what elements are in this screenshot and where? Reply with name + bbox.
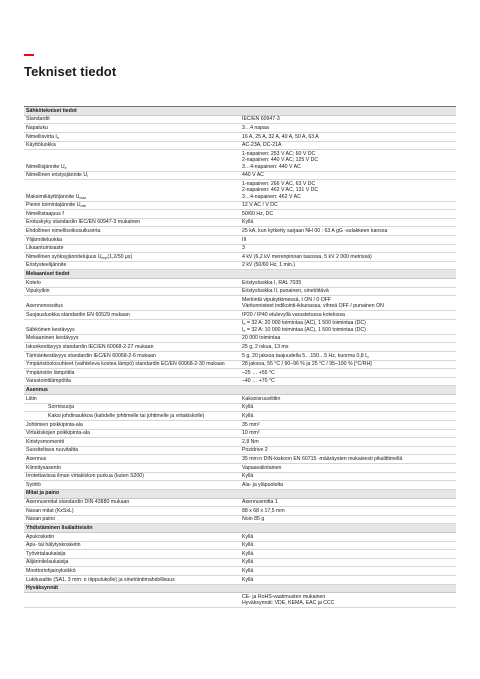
spec-value bbox=[240, 447, 456, 455]
spec-label-text: Kiristysmomentti bbox=[26, 438, 65, 445]
spec-value bbox=[240, 227, 456, 235]
spec-label bbox=[24, 533, 240, 541]
spec-row bbox=[24, 516, 456, 525]
spec-label bbox=[24, 576, 240, 584]
spec-label-subscript: imp bbox=[101, 255, 108, 260]
spec-row bbox=[24, 499, 456, 508]
spec-label-text: Ympäristöolosuhteet (vaihteleva kostea lämpö) standardin EC/EN 60068-2-30 mukaan bbox=[26, 361, 225, 368]
spec-value bbox=[240, 361, 456, 369]
spec-row bbox=[24, 447, 456, 456]
spec-row bbox=[24, 576, 456, 585]
section-header: Mekaaniset tiedot bbox=[24, 270, 456, 279]
spec-value-subscript: e bbox=[243, 328, 246, 333]
spec-label-text: Nimellinen syöksyjännitelujuus U bbox=[26, 253, 102, 260]
spec-value bbox=[240, 542, 456, 550]
spec-value-line: 1-napainen: 266 V AC, 63 V DC bbox=[242, 180, 316, 187]
spec-label-text: Navan paino bbox=[26, 516, 56, 523]
spec-label-text: Kotelo bbox=[26, 279, 41, 286]
spec-value bbox=[240, 133, 456, 141]
spec-value-line: Merkintä vipukytkimessä, I ON / 0 OFF bbox=[242, 296, 332, 303]
spec-label bbox=[24, 542, 240, 550]
spec-row bbox=[24, 395, 456, 404]
spec-value-line: Hyväksynnät: VDE, KEMA, EAC ja CCC bbox=[242, 600, 335, 607]
spec-value bbox=[240, 481, 456, 489]
spec-row bbox=[24, 227, 456, 236]
spec-value-line: 2-napainen: 440 V AC; 125 V DC bbox=[242, 157, 319, 164]
spec-row bbox=[24, 421, 456, 430]
section-header: Mitat ja paino bbox=[24, 490, 456, 499]
spec-label bbox=[24, 593, 240, 607]
spec-label bbox=[24, 142, 240, 150]
spec-label-text: Apu- tai hälytyskosketin bbox=[26, 542, 81, 549]
spec-value-line: 3 bbox=[242, 245, 245, 252]
spec-value bbox=[240, 202, 456, 210]
spec-label bbox=[24, 464, 240, 472]
spec-value bbox=[240, 180, 456, 200]
spec-label bbox=[24, 404, 240, 412]
spec-label bbox=[24, 473, 240, 481]
spec-label-text: Sähköinen kestävyys bbox=[26, 326, 75, 333]
spec-value-line: Kyllä bbox=[242, 559, 254, 566]
spec-label-text: Ympäristön lämpötila bbox=[26, 369, 75, 376]
spec-label-text: Napaluku bbox=[26, 124, 48, 131]
spec-label-subscript: i bbox=[87, 174, 88, 179]
spec-value bbox=[240, 464, 456, 472]
spec-value-line: 10 mm² bbox=[242, 430, 260, 437]
spec-label-text: Asennus bbox=[26, 455, 47, 462]
spec-value-line: Vapaavalintainen bbox=[242, 464, 282, 471]
spec-value bbox=[240, 210, 456, 218]
spec-label bbox=[24, 455, 240, 463]
spec-label-text: Pienin toimintajännite U bbox=[26, 202, 81, 209]
spec-value bbox=[240, 430, 456, 438]
spec-label bbox=[24, 296, 240, 310]
spec-label-text: Johtimien poikkipinta-ala bbox=[26, 421, 83, 428]
spec-value-line: Ala- ja yläpuolelta bbox=[242, 481, 283, 488]
spec-value bbox=[240, 559, 456, 567]
spec-label-text: Nimellisjännite U bbox=[26, 163, 65, 170]
spec-label bbox=[24, 227, 240, 235]
spec-value-line: Kaksoisruuviliitin bbox=[242, 395, 281, 402]
spec-value bbox=[240, 593, 456, 607]
spec-value-line: 2,8 Nm bbox=[242, 438, 259, 445]
spec-value bbox=[240, 576, 456, 584]
spec-label-subscript: n bbox=[56, 135, 59, 140]
spec-value-line: 1-napainen: 253 V AC; 60 V DC bbox=[242, 150, 316, 157]
spec-row bbox=[24, 559, 456, 568]
spec-row bbox=[24, 404, 456, 413]
spec-label bbox=[24, 124, 240, 132]
spec-value-line: Kyllä bbox=[242, 542, 254, 549]
spec-label-text: Tärinänkestävyys standardin IEC/EN 60068-2-6 mukaan bbox=[26, 352, 156, 359]
spec-row bbox=[24, 279, 456, 288]
spec-value-rest: = 32 A: 10 000 toimintaa (AC), 1 500 toimintaa (DC) bbox=[245, 326, 366, 333]
spec-row bbox=[24, 133, 456, 142]
spec-value-line: 3…4 napaa bbox=[242, 124, 269, 131]
spec-value bbox=[240, 288, 456, 296]
spec-label-text: Kiinnitysasento bbox=[26, 464, 61, 471]
spec-label bbox=[24, 236, 240, 244]
spec-label bbox=[24, 180, 240, 200]
spec-label bbox=[24, 412, 240, 420]
spec-row bbox=[24, 343, 456, 352]
spec-value bbox=[240, 335, 456, 343]
spec-label-text: Maksimikäyttöjännite U bbox=[26, 193, 80, 200]
spec-value-line: 88 x 68 x 17,5 mm bbox=[242, 507, 285, 514]
spec-value bbox=[240, 550, 456, 558]
spec-value bbox=[240, 412, 456, 420]
spec-label-text: Mekaaninen kestävyys bbox=[26, 335, 79, 342]
spec-label bbox=[24, 559, 240, 567]
section-header: Asennus bbox=[24, 386, 456, 395]
spec-value-line: 440 V AC bbox=[242, 172, 264, 179]
spec-label bbox=[24, 516, 240, 524]
spec-label-text: Navan mitat (KxSxL) bbox=[26, 507, 74, 514]
spec-row bbox=[24, 210, 456, 219]
spec-value-line: Pozidrive 2 bbox=[242, 447, 268, 454]
spec-row bbox=[24, 202, 456, 211]
spec-value-text: 5 g, 20 jaksoa taajuudella 5…150…5 Hz, kuorma 0,8 I bbox=[242, 352, 367, 359]
spec-value-line: 28 jaksoa, 55 °C / 90–96 % ja 25 °C / 95–100 % [°C/RH] bbox=[242, 361, 372, 368]
spec-label-text: Suositeltava ruuvitaltta bbox=[26, 447, 79, 454]
spec-label-text: Työvirtalaukaisija bbox=[26, 550, 66, 557]
spec-label-subscript: max bbox=[79, 195, 87, 200]
spec-label-text: Nimellisvirta I bbox=[26, 133, 57, 140]
spec-label bbox=[24, 288, 240, 296]
spec-label bbox=[24, 430, 240, 438]
spec-label bbox=[24, 352, 240, 360]
spec-value bbox=[240, 378, 456, 386]
spec-row bbox=[24, 533, 456, 542]
spec-value bbox=[240, 533, 456, 541]
spec-row bbox=[24, 236, 456, 245]
spec-row bbox=[24, 438, 456, 447]
spec-value bbox=[240, 116, 456, 124]
spec-value bbox=[240, 507, 456, 515]
spec-label bbox=[24, 133, 240, 141]
spec-value bbox=[240, 473, 456, 481]
spec-value bbox=[240, 150, 456, 170]
spec-value bbox=[240, 455, 456, 463]
spec-label-text: Vipukytkin bbox=[26, 288, 50, 295]
spec-row bbox=[24, 455, 456, 464]
spec-value bbox=[240, 369, 456, 377]
spec-value bbox=[240, 404, 456, 412]
spec-label bbox=[24, 245, 240, 253]
spec-label bbox=[24, 320, 240, 334]
spec-row bbox=[24, 361, 456, 370]
spec-value-line: 12 V AC / V DC bbox=[242, 202, 278, 209]
spec-label-text: Eristysteelijännite bbox=[26, 262, 67, 269]
spec-value bbox=[240, 516, 456, 524]
spec-label-text: Liitin bbox=[26, 395, 37, 402]
spec-value-line: CE- ja RoHS-vaatimusten mukainen bbox=[242, 594, 326, 601]
spec-value-line: 16 A, 25 A, 32 A, 40 A, 50 A, 63 A bbox=[242, 133, 319, 140]
spec-table bbox=[24, 106, 456, 608]
spec-label bbox=[24, 253, 240, 261]
spec-value-line: –40 … +70 °C bbox=[242, 378, 275, 385]
spec-row bbox=[24, 219, 456, 228]
spec-label bbox=[24, 369, 240, 377]
spec-value bbox=[240, 421, 456, 429]
spec-label-subscript: e bbox=[64, 165, 67, 170]
spec-label-text: Syöttö bbox=[26, 481, 41, 488]
spec-value bbox=[240, 172, 456, 180]
spec-value bbox=[240, 499, 456, 507]
spec-label bbox=[24, 262, 240, 270]
spec-value-line: Kyllä bbox=[242, 550, 254, 557]
spec-label bbox=[24, 378, 240, 386]
section-header: Sähkötekniset tiedot bbox=[24, 107, 456, 116]
spec-row bbox=[24, 412, 456, 421]
spec-value-line: 3…4-napainen: 440 V AC bbox=[242, 163, 301, 170]
spec-label bbox=[24, 210, 240, 218]
spec-label bbox=[24, 421, 240, 429]
spec-value bbox=[240, 253, 456, 261]
spec-value-subscript: n bbox=[366, 354, 369, 359]
spec-value-line: Kyllä bbox=[242, 219, 254, 226]
spec-value bbox=[240, 245, 456, 253]
spec-row bbox=[24, 180, 456, 201]
spec-label-text: Sormisuoja bbox=[48, 404, 74, 411]
spec-row bbox=[24, 378, 456, 387]
spec-value-line: Asennusmitta 1 bbox=[242, 499, 278, 506]
spec-row bbox=[24, 296, 456, 311]
spec-value bbox=[240, 279, 456, 287]
spec-row bbox=[24, 369, 456, 378]
spec-value-line: III bbox=[242, 236, 247, 243]
spec-label bbox=[24, 550, 240, 558]
spec-value-line: IEC/EN 60947-3 bbox=[242, 116, 280, 123]
spec-value-text: I bbox=[242, 320, 244, 327]
spec-value-line: –25 … +55 °C bbox=[242, 369, 275, 376]
spec-label-text: Likaantumisaste bbox=[26, 245, 64, 252]
spec-label bbox=[24, 507, 240, 515]
spec-row bbox=[24, 593, 456, 608]
section-header: Yhdistäminen lisälaitteisiin bbox=[24, 524, 456, 533]
spec-value bbox=[240, 124, 456, 132]
spec-value-line: Eristysluokka I, RAL 7035 bbox=[242, 279, 302, 286]
page-title: Tekniset tiedot bbox=[24, 64, 117, 79]
spec-row bbox=[24, 335, 456, 344]
spec-row bbox=[24, 464, 456, 473]
spec-row bbox=[24, 352, 456, 361]
spec-label-text: Apukosketin bbox=[26, 533, 55, 540]
spec-value-line: 35 mm:n DIN-kiskoon EN 60715 -määräysten mukaisesti pikalittimellä bbox=[242, 455, 403, 462]
spec-label bbox=[24, 202, 240, 210]
spec-label-text: Nimellinen eristysjännite U bbox=[26, 172, 88, 179]
spec-label-text: Käyttöluokka bbox=[26, 142, 56, 149]
spec-label bbox=[24, 311, 240, 319]
spec-row bbox=[24, 253, 456, 262]
spec-value-line: 2 kV (50/60 Hz, 1 min.) bbox=[242, 262, 296, 269]
spec-row bbox=[24, 430, 456, 439]
spec-row bbox=[24, 288, 456, 297]
spec-row bbox=[24, 172, 456, 181]
spec-label-text: Asennonosoitus bbox=[26, 303, 63, 310]
spec-value bbox=[240, 320, 456, 334]
spec-value-line: Kyllä bbox=[242, 576, 254, 583]
spec-value-line: 35 mm² bbox=[242, 421, 260, 428]
spec-label-text: Irrotettavissa ilman virtakiskon purkua (kuten S200) bbox=[26, 473, 144, 480]
spec-label bbox=[24, 499, 240, 507]
spec-row bbox=[24, 320, 456, 335]
spec-row bbox=[24, 150, 456, 171]
spec-row bbox=[24, 142, 456, 151]
spec-value bbox=[240, 352, 456, 360]
spec-value-line: AC-23A, DC-21A bbox=[242, 142, 282, 149]
spec-value-line: Eristysluokka II, punainen, sinetöitävä bbox=[242, 288, 329, 295]
spec-label-text: Nimellistaajuus f bbox=[26, 210, 64, 217]
spec-value-line bbox=[242, 353, 454, 359]
spec-row bbox=[24, 507, 456, 516]
spec-value bbox=[240, 262, 456, 270]
spec-value bbox=[240, 395, 456, 403]
spec-label-text: Suojausluokka standardin EN 60529 mukaan bbox=[26, 311, 130, 318]
spec-label-text: Lukitusalite (SA1, 3 mm: n riippulukolle) ja sinetöintimahdollisuus bbox=[26, 576, 175, 583]
spec-value-line: 50/60 Hz, DC bbox=[242, 210, 274, 217]
spec-value-line: Noin 85 g bbox=[242, 516, 265, 523]
spec-label-text: Kaksi johdinaukkoa (kahdelle johtimelle tai johtimelle ja virtakiskolle) bbox=[48, 413, 205, 419]
brand-accent-line bbox=[24, 54, 34, 56]
spec-value-line: Kyllä bbox=[242, 404, 254, 411]
spec-value-line: IP20 / IP40 etulevyllä varustetussa kotelossa bbox=[242, 311, 345, 318]
spec-label-text: Alijännitelaukaisija bbox=[26, 559, 69, 566]
spec-row bbox=[24, 473, 456, 482]
spec-value bbox=[240, 343, 456, 351]
spec-label bbox=[24, 361, 240, 369]
spec-value-line: Kyllä bbox=[242, 413, 254, 419]
spec-label-tail: (1,2/50 µs) bbox=[107, 253, 133, 260]
spec-value-line: 4 kV (6,2 kV merenpinnan tasossa, 5 kV 2 000 metrissä) bbox=[242, 253, 372, 260]
spec-row bbox=[24, 124, 456, 133]
spec-label bbox=[24, 343, 240, 351]
spec-label-text: Ehdollinen nimellisoikosulkuvirta bbox=[26, 227, 101, 234]
spec-value bbox=[240, 142, 456, 150]
spec-label bbox=[24, 567, 240, 575]
spec-label bbox=[24, 395, 240, 403]
spec-value bbox=[240, 236, 456, 244]
spec-label bbox=[24, 447, 240, 455]
spec-label-text: Asennusmitat standardin DIN 43880 mukaan bbox=[26, 499, 130, 506]
spec-value-line: 25 kA, kun kytketty sarjaan NH 00 : 63 A gG -sulakkeen kanssa bbox=[242, 227, 388, 234]
spec-value-rest: = 32 A: 20 000 toimintaa (AC), 1 500 toimintaa (DC) bbox=[245, 320, 366, 327]
spec-value-subscript: e bbox=[243, 322, 246, 327]
spec-value bbox=[240, 438, 456, 446]
spec-value-line bbox=[242, 327, 454, 333]
spec-label bbox=[24, 335, 240, 343]
spec-label-text: Erotuskyky standardin IEC/EN 60947-3 mukainen bbox=[26, 219, 141, 226]
spec-label-text: Virtakiskojen poikkipinta-ala bbox=[26, 430, 90, 437]
spec-value-line: 3…4-napainen: 462 V AC bbox=[242, 193, 301, 200]
spec-row bbox=[24, 311, 456, 320]
spec-label bbox=[24, 219, 240, 227]
spec-row bbox=[24, 262, 456, 271]
spec-label-text: Moottoriohjainyksikkö bbox=[26, 568, 76, 575]
spec-row bbox=[24, 116, 456, 125]
spec-label-text: Ylijänniteluokka bbox=[26, 236, 63, 243]
spec-value-line: Kyllä bbox=[242, 568, 254, 575]
spec-value bbox=[240, 219, 456, 227]
spec-value-line: Kyllä bbox=[242, 533, 254, 540]
spec-label-text: Varastointilämpötila bbox=[26, 378, 71, 385]
spec-label-text: Iskunkestävyys standardin IEC/EN 60068-2-27 mukaan bbox=[26, 344, 154, 351]
spec-value-line: 20 000 toimintaa bbox=[242, 335, 281, 342]
spec-row bbox=[24, 542, 456, 551]
spec-row bbox=[24, 245, 456, 254]
section-header: Hyväksynnät bbox=[24, 585, 456, 594]
spec-label-subscript: min bbox=[80, 204, 87, 209]
spec-value-text: I bbox=[242, 326, 244, 333]
spec-label-text: Standardit bbox=[26, 116, 50, 123]
spec-value-line: Väritunnisteet indikointi-ikkunassa, vihreä OFF / punainen ON bbox=[242, 303, 384, 310]
spec-label bbox=[24, 438, 240, 446]
spec-value-line: 25 g, 2 iskua, 13 ms bbox=[242, 344, 289, 351]
spec-value bbox=[240, 311, 456, 319]
spec-value-line: 2-napainen: 462 V AC, 131 V DC bbox=[242, 187, 319, 194]
spec-label bbox=[24, 150, 240, 170]
spec-row bbox=[24, 567, 456, 576]
spec-row bbox=[24, 550, 456, 559]
spec-label bbox=[24, 116, 240, 124]
spec-label bbox=[24, 279, 240, 287]
spec-label bbox=[24, 481, 240, 489]
spec-value bbox=[240, 567, 456, 575]
spec-value-line: Kyllä bbox=[242, 473, 254, 480]
spec-value bbox=[240, 296, 456, 310]
spec-row bbox=[24, 481, 456, 490]
spec-label bbox=[24, 172, 240, 180]
